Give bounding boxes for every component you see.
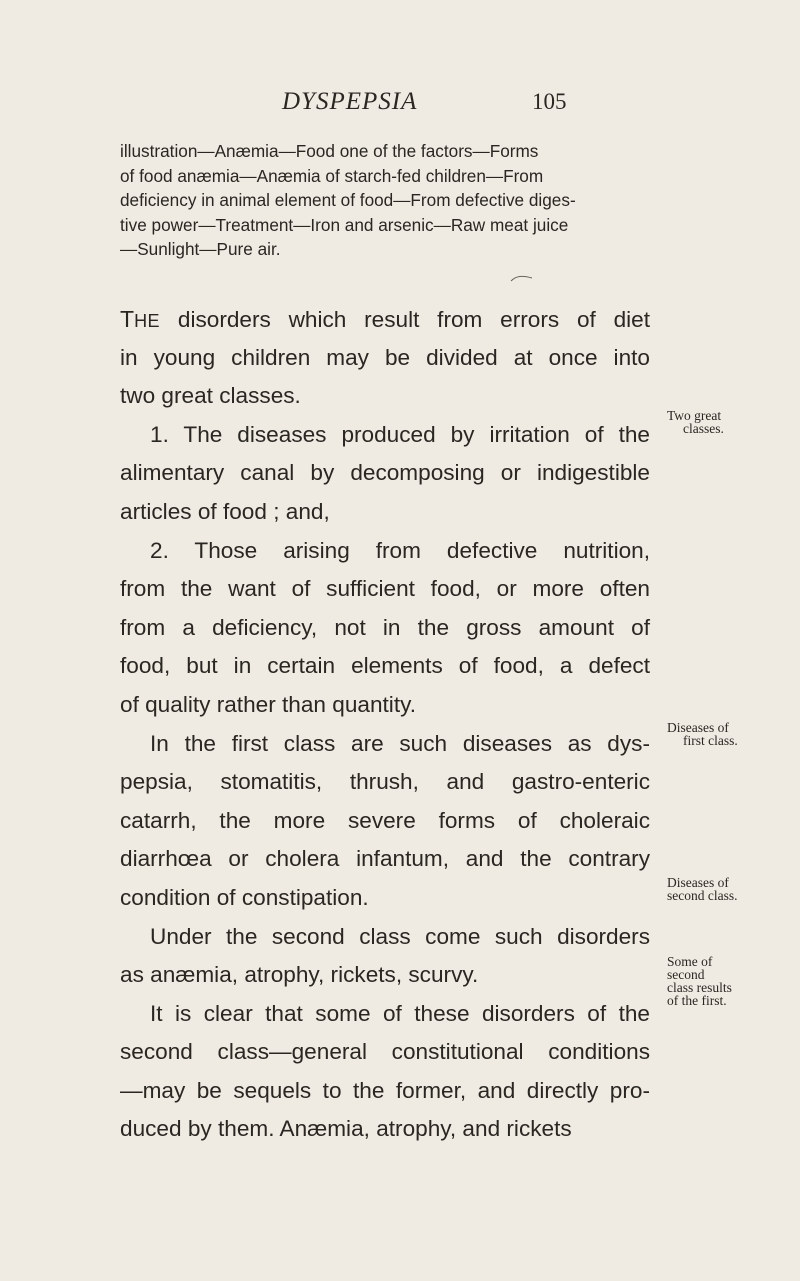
body-line [120,300,650,339]
margin-note-line: second [667,967,705,982]
margin-note-line: Two great [667,408,722,423]
body-line: articles of food ; and, [120,498,330,524]
summary-line: deficiency in animal element of food—From defective diges- [120,190,576,210]
body-line: duced by them. Anæmia, atrophy, and rickets [120,1116,572,1142]
body-line: —may be sequels to the former, and directly pro- [120,1077,650,1103]
body-line: as anæmia, atrophy, rickets, scurvy. [120,962,479,988]
summary-line: —Sunlight—Pure air. [120,239,281,259]
margin-note-line: class results [667,980,732,995]
margin-note-line: of the first. [667,993,727,1008]
margin-note-line: Some of [667,954,713,969]
body-line: from the want of sufficient food, or more often [120,576,650,602]
running-title: DYSPEPSIA [282,88,418,115]
margin-note-line: classes. [683,421,724,436]
summary-line: illustration—Anæmia—Food one of the factors—Forms [120,141,539,161]
page-header [0,88,800,128]
margin-note-second-results-first [667,955,797,1007]
ink-squiggle-mark [510,273,534,283]
body-line: second class—general constitutional conditions [120,1039,650,1065]
body-line: 2. Those arising from defective nutrition, [150,537,650,563]
margin-note-two-great-classes [667,409,797,435]
body-line: pepsia, stomatitis, thrush, and gastro-enteric [120,769,650,795]
body-line: two great classes. [120,383,301,409]
body-line: food, but in certain elements of food, a defect [120,653,650,679]
page-number: 105 [532,89,567,114]
body-line: catarrh, the more severe forms of choleraic [120,807,650,833]
body-line: Under the second class come such disorders [150,923,650,949]
summary-line: of food anæmia—Anæmia of starch-fed children—From [120,165,544,186]
margin-note-line: second class. [667,888,738,903]
body-line: from a deficiency, not in the gross amount of [120,614,650,640]
margin-note-line: Diseases of [667,875,729,890]
body-line: diarrhœa or cholera infantum, and the contrary [120,846,650,872]
margin-note-second-class [667,876,797,902]
body-line: of quality rather than quantity. [120,691,416,717]
body-line: alimentary canal by decomposing or indigestible [120,460,650,486]
margin-note-first-class [667,721,797,747]
opening-initial: T [120,306,135,332]
chapter-summary [120,139,660,262]
body-line-text: disorders which result from errors of diet [177,307,650,332]
margin-note-line: Diseases of [667,720,729,735]
body-text [120,300,650,1149]
body-line: in young children may be divided at once into [120,344,650,370]
margin-note-line: first class. [683,733,738,748]
body-line: It is clear that some of these disorders of the [150,1000,650,1026]
summary-line: tive power—Treatment—Iron and arsenic—Raw meat juice [120,214,569,235]
opening-smallcaps: HE [134,311,161,331]
body-line: In the first class are such diseases as dys- [150,730,650,756]
body-line: condition of constipation. [120,884,369,910]
body-line: 1. The diseases produced by irritation of the [150,421,650,447]
